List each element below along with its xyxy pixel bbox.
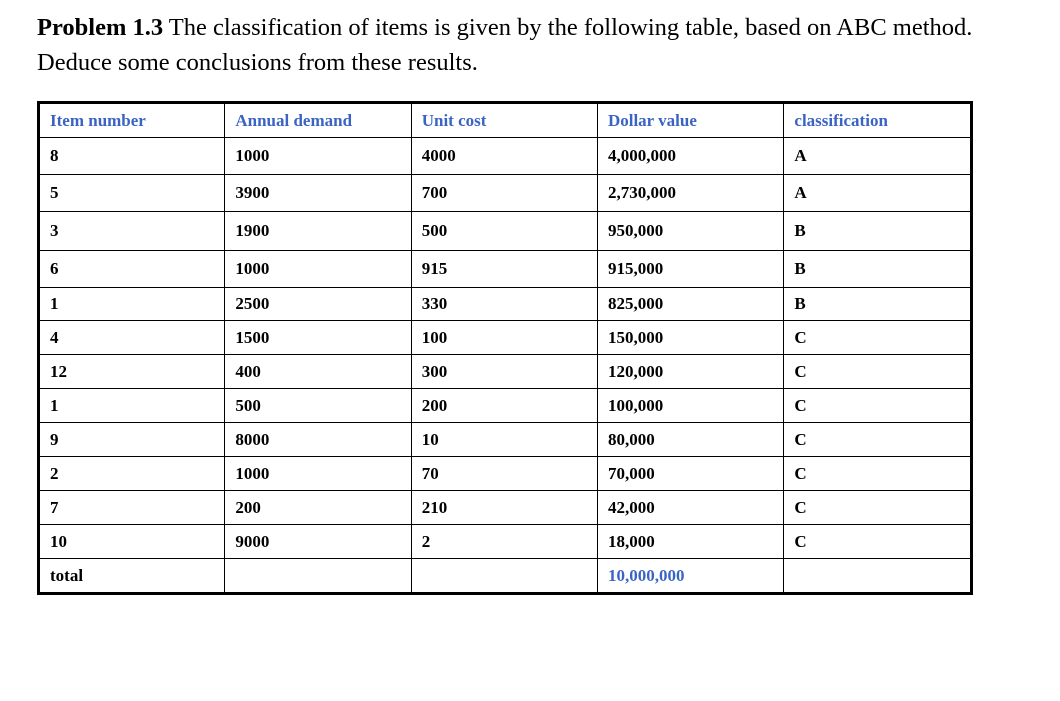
cell-dollar-value: 42,000 [597, 491, 783, 525]
cell-annual-demand: 2500 [225, 288, 411, 321]
table-row [39, 251, 972, 288]
cell-annual-demand: 8000 [225, 423, 411, 457]
cell-classification: A [784, 138, 972, 175]
cell-classification: C [784, 423, 972, 457]
table-row [39, 423, 972, 457]
cell-annual-demand: 400 [225, 355, 411, 389]
header-item-number: Item number [39, 103, 225, 138]
table-row [39, 138, 972, 175]
cell-dollar-value: 150,000 [597, 321, 783, 355]
cell-unit-cost: 210 [411, 491, 597, 525]
table-row [39, 491, 972, 525]
problem-statement [37, 10, 997, 80]
table-body [39, 138, 972, 559]
cell-classification: B [784, 212, 972, 251]
cell-unit-cost: 2 [411, 525, 597, 559]
total-empty-cell [225, 559, 411, 594]
table-row [39, 175, 972, 212]
table-row [39, 457, 972, 491]
header-unit-cost: Unit cost [411, 103, 597, 138]
table-header-row [39, 103, 972, 138]
total-label: total [39, 559, 225, 594]
cell-annual-demand: 200 [225, 491, 411, 525]
cell-unit-cost: 915 [411, 251, 597, 288]
cell-annual-demand: 9000 [225, 525, 411, 559]
cell-classification: C [784, 321, 972, 355]
cell-classification: C [784, 525, 972, 559]
cell-item-number: 8 [39, 138, 225, 175]
cell-annual-demand: 3900 [225, 175, 411, 212]
table-row [39, 212, 972, 251]
cell-item-number: 1 [39, 389, 225, 423]
cell-unit-cost: 300 [411, 355, 597, 389]
cell-item-number: 7 [39, 491, 225, 525]
cell-annual-demand: 500 [225, 389, 411, 423]
cell-dollar-value: 825,000 [597, 288, 783, 321]
cell-dollar-value: 120,000 [597, 355, 783, 389]
cell-dollar-value: 70,000 [597, 457, 783, 491]
cell-dollar-value: 80,000 [597, 423, 783, 457]
total-value: 10,000,000 [597, 559, 783, 594]
cell-annual-demand: 1500 [225, 321, 411, 355]
cell-classification: C [784, 355, 972, 389]
cell-classification: A [784, 175, 972, 212]
cell-unit-cost: 330 [411, 288, 597, 321]
cell-dollar-value: 4,000,000 [597, 138, 783, 175]
cell-classification: B [784, 251, 972, 288]
cell-unit-cost: 4000 [411, 138, 597, 175]
total-row [39, 559, 972, 594]
cell-unit-cost: 500 [411, 212, 597, 251]
cell-item-number: 5 [39, 175, 225, 212]
cell-annual-demand: 1000 [225, 138, 411, 175]
cell-item-number: 2 [39, 457, 225, 491]
cell-unit-cost: 200 [411, 389, 597, 423]
abc-classification-table [37, 101, 973, 595]
total-empty-cell [784, 559, 972, 594]
header-classification: classification [784, 103, 972, 138]
total-empty-cell [411, 559, 597, 594]
table-row [39, 389, 972, 423]
problem-text: The classification of items is given by the following table, based on ABC method. Deduce some conclusions from these results. [37, 14, 973, 76]
cell-item-number: 9 [39, 423, 225, 457]
cell-item-number: 6 [39, 251, 225, 288]
cell-annual-demand: 1000 [225, 457, 411, 491]
header-dollar-value: Dollar value [597, 103, 783, 138]
cell-annual-demand: 1000 [225, 251, 411, 288]
problem-label: Problem 1.3 [37, 14, 164, 41]
cell-unit-cost: 70 [411, 457, 597, 491]
table-row [39, 525, 972, 559]
table-row [39, 355, 972, 389]
table-row [39, 288, 972, 321]
cell-item-number: 3 [39, 212, 225, 251]
cell-unit-cost: 10 [411, 423, 597, 457]
cell-dollar-value: 18,000 [597, 525, 783, 559]
cell-item-number: 1 [39, 288, 225, 321]
cell-classification: C [784, 491, 972, 525]
cell-unit-cost: 700 [411, 175, 597, 212]
cell-classification: C [784, 457, 972, 491]
header-annual-demand: Annual demand [225, 103, 411, 138]
cell-classification: C [784, 389, 972, 423]
cell-unit-cost: 100 [411, 321, 597, 355]
table-row [39, 321, 972, 355]
cell-item-number: 4 [39, 321, 225, 355]
cell-annual-demand: 1900 [225, 212, 411, 251]
cell-dollar-value: 100,000 [597, 389, 783, 423]
cell-dollar-value: 915,000 [597, 251, 783, 288]
cell-dollar-value: 950,000 [597, 212, 783, 251]
cell-classification: B [784, 288, 972, 321]
cell-item-number: 12 [39, 355, 225, 389]
cell-item-number: 10 [39, 525, 225, 559]
cell-dollar-value: 2,730,000 [597, 175, 783, 212]
